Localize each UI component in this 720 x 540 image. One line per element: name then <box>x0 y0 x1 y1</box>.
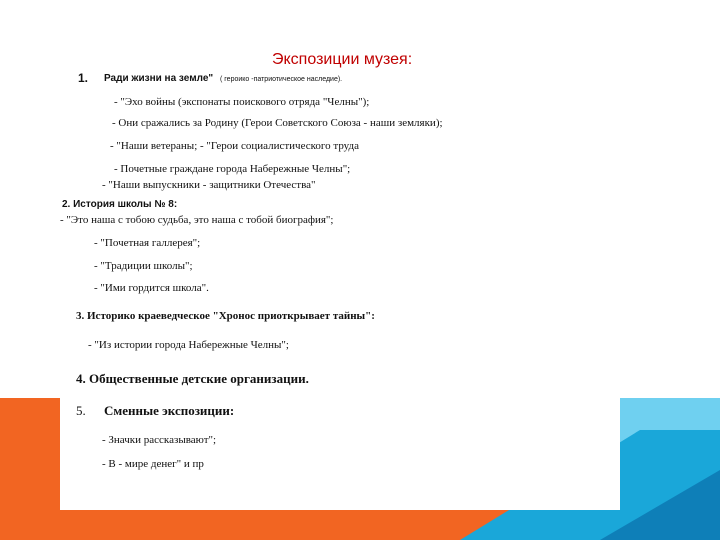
section-1-item: - "Эхо войны (экспонаты поискового отряда "Челны"); <box>114 96 370 108</box>
section-2-item: - "Ими гордится школа". <box>94 282 209 294</box>
section-1-item: - Они сражались за Родину (Герои Советского Союза - наши земляки); <box>112 117 443 129</box>
section-1-item: - "Наши ветераны; - "Герои социалистического труда <box>110 140 359 152</box>
slide-title: Экспозиции музея: <box>272 51 413 68</box>
section-2-item: - "Почетная галлерея"; <box>94 237 201 249</box>
section-2-item: - "Традиции школы"; <box>94 260 193 272</box>
section-5-heading: Сменные экспозиции: <box>104 403 235 418</box>
section-3-item: - "Из истории города Набережные Челны"; <box>88 339 289 351</box>
section-1-item: - "Наши выпускники - защитники Отечества" <box>102 179 316 191</box>
section-1-item: - Почетные граждане города Набережные Челны"; <box>114 163 351 175</box>
section-2-item: - "Это наша с тобою судьба, это наша с тобой биография"; <box>60 214 334 226</box>
section-2-heading: 2. История школы № 8: <box>62 199 178 210</box>
section-5-number: 5. <box>76 403 86 418</box>
section-3-heading: 3. Историко краеведческое "Хронос приоткрывает тайны": <box>76 310 375 322</box>
section-1-note: ( героико -патриотическое наследие). <box>220 76 343 83</box>
section-1-number: 1. <box>78 71 89 85</box>
section-5-item: - Значки рассказывают"; <box>102 434 217 446</box>
section-5-item: - В - мире денег" и пр <box>102 458 204 470</box>
section-4-heading: 4. Общественные детские организации. <box>76 371 309 386</box>
section-1-heading: Ради жизни на земле" <box>104 73 214 84</box>
